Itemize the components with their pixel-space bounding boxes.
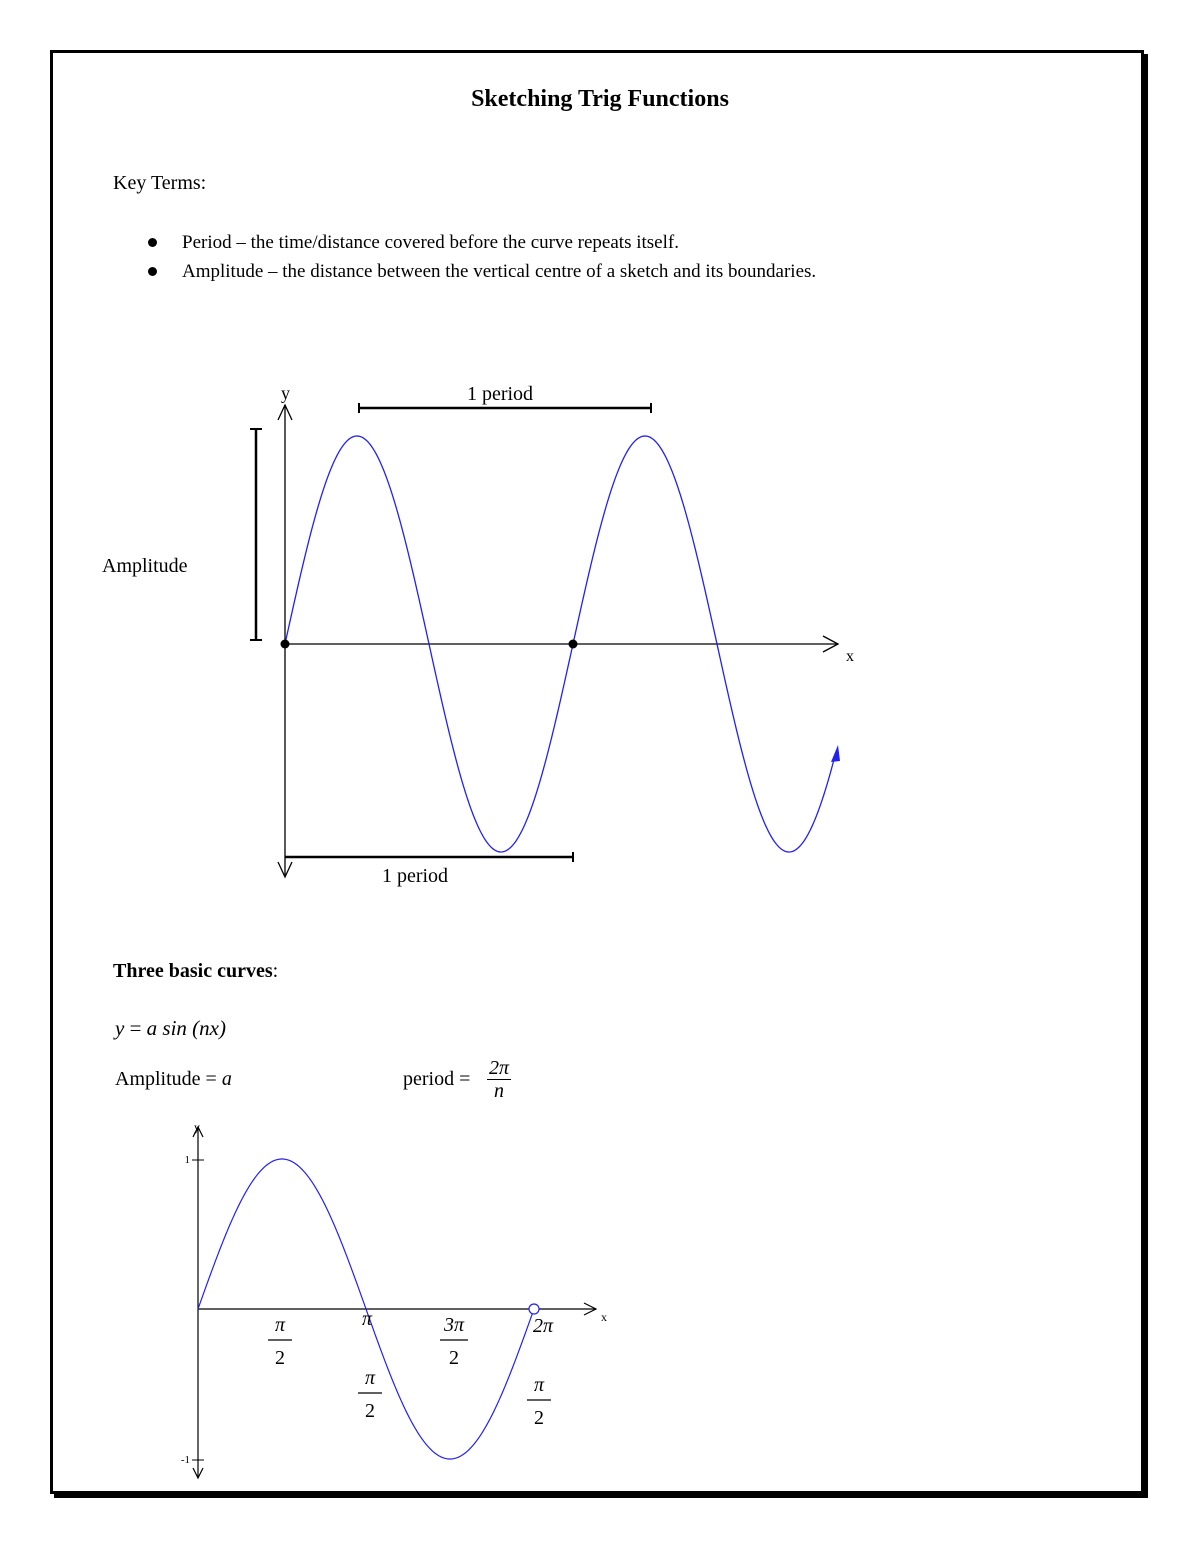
tick-pi-over-2-den: 2 xyxy=(275,1347,285,1369)
list-item: Period – the time/distance covered before the curve repeats itself. xyxy=(148,228,816,257)
extra-pi-over-2-num: π xyxy=(364,1367,376,1389)
tick-pi: π xyxy=(361,1308,373,1330)
section-heading: Three basic curves: xyxy=(113,960,279,982)
y-tick-label-minus-1: -1 xyxy=(180,1454,190,1466)
y-tick-label-1: 1 xyxy=(184,1154,190,1166)
period-definition: period = xyxy=(403,1068,471,1090)
page-title: Sketching Trig Functions xyxy=(471,86,729,112)
extra-pi-over-2-num-right: π xyxy=(533,1374,545,1396)
tick-pi-over-2-num: π xyxy=(274,1314,286,1336)
extra-pi-over-2-den: 2 xyxy=(365,1400,375,1422)
amplitude-definition: Amplitude = a xyxy=(115,1068,232,1090)
amplitude-label: Amplitude xyxy=(102,555,188,577)
top-period-label: 1 period xyxy=(466,383,534,405)
y-axis-label: y xyxy=(194,1120,200,1134)
y-axis-label: y xyxy=(281,383,290,403)
tick-2pi: 2π xyxy=(532,1315,554,1337)
tick-3pi-over-2-num: 3π xyxy=(443,1314,465,1336)
x-axis-label: x xyxy=(601,1310,607,1324)
extra-pi-over-2-den-right: 2 xyxy=(534,1407,544,1429)
bottom-period-label: 1 period xyxy=(381,865,449,887)
x-axis-label: x xyxy=(846,648,854,665)
key-terms-heading: Key Terms: xyxy=(113,172,207,194)
list-item: Amplitude – the distance between the vertical centre of a sketch and its boundaries. xyxy=(148,257,816,286)
period-fraction: $\frac{2\pi}{n}$ xyxy=(489,1057,510,1102)
sine-formula: y = a sin (nx) xyxy=(115,1016,226,1040)
tick-3pi-over-2-den: 2 xyxy=(449,1347,459,1369)
open-endpoint xyxy=(529,1304,539,1314)
